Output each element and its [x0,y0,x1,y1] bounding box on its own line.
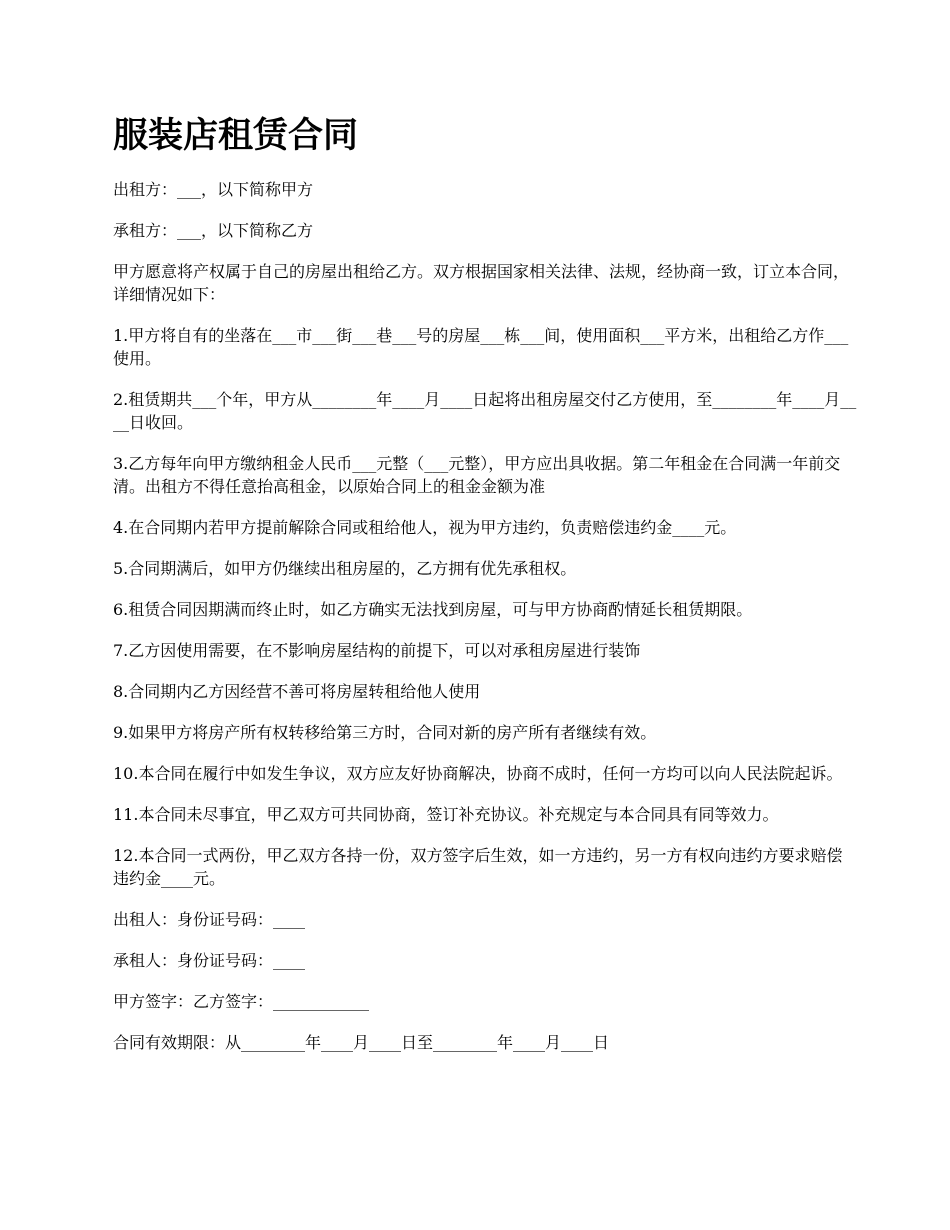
document-title: 服装店租赁合同 [113,116,359,156]
lessor-id-line: 出租人：身份证号码：____ [113,910,306,929]
lessee-line: 承租方：___，以下简称乙方 [113,221,314,240]
clause-9: 9.如果甲方将房产所有权转移给第三方时，合同对新的房产所有者继续有效。 [113,723,657,742]
clause-3: 3.乙方每年向甲方缴纳租金人民币___元整（___元整），甲方应出具收据。第二年租金在合同满一年前交清。出租方不得任意抬高租金，以原始合同上的租金金额为准 [113,454,841,496]
clause-8: 8.合同期内乙方因经营不善可将房屋转租给他人使用 [113,682,481,701]
lessor-line: 出租方：___，以下简称甲方 [113,180,314,199]
validity-period-line: 合同有效期限：从________年____月____日至________年____月____日 [113,1033,610,1052]
clause-7: 7.乙方因使用需要，在不影响房屋结构的前提下，可以对承租房屋进行装饰 [113,641,641,660]
clause-5: 5.合同期满后，如甲方仍继续出租房屋的，乙方拥有优先承租权。 [113,559,577,578]
clause-1: 1.甲方将自有的坐落在___市___街___巷___号的房屋___栋___间，使用面积___平方米，出租给乙方作___使用。 [113,326,849,368]
clause-12: 12.本合同一式两份，甲乙双方各持一份，双方签字后生效，如一方违约，另一方有权向违约方要求赔偿违约金____元。 [113,846,843,888]
signature-line: 甲方签字：乙方签字：____________ [113,992,370,1011]
clause-11: 11.本合同未尽事宜，甲乙双方可共同协商，签订补充协议。补充规定与本合同具有同等效力。 [113,805,779,824]
preamble-paragraph: 甲方愿意将产权属于自己的房屋出租给乙方。双方根据国家相关法律、法规，经协商一致，订立本合同，详细情况如下： [113,262,850,304]
clause-2: 2.租赁期共___个年，甲方从________年____月____日起将出租房屋交付乙方使用，至________年____月____日收回。 [113,390,857,432]
clause-10: 10.本合同在履行中如发生争议，双方应友好协商解决，协商不成时，任何一方均可以向人民法院起诉。 [113,764,843,783]
clause-6: 6.租赁合同因期满而终止时，如乙方确实无法找到房屋，可与甲方协商酌情延长租赁期限。 [113,600,753,619]
lessee-id-line: 承租人：身份证号码：____ [113,951,306,970]
clause-4: 4.在合同期内若甲方提前解除合同或租给他人，视为甲方违约，负责赔偿违约金____元。 [113,518,737,537]
document-page [113,112,858,1072]
